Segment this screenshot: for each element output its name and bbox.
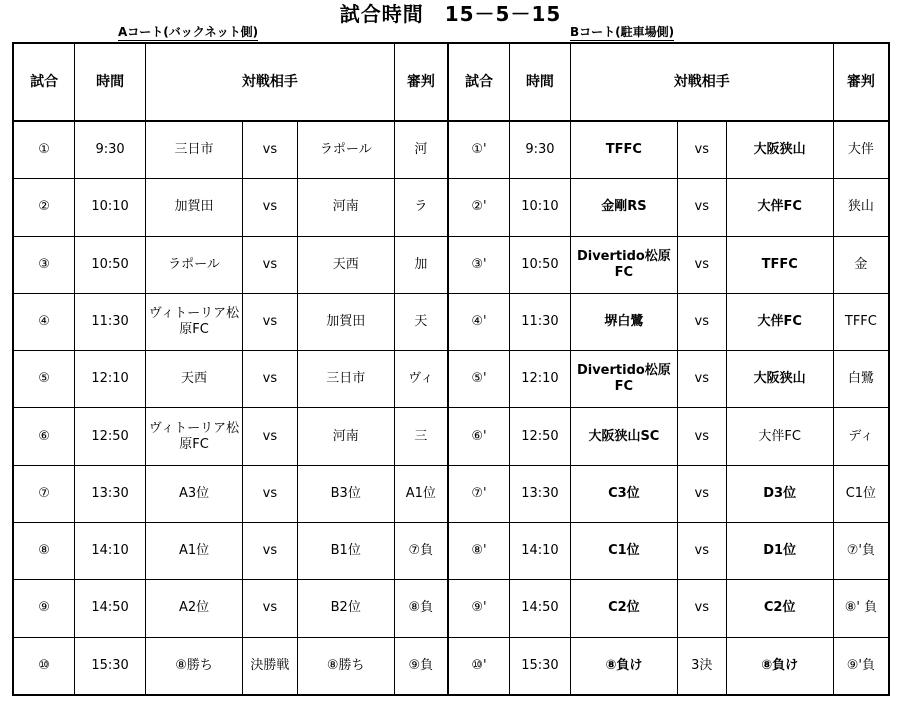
referee-a: ⑨負	[394, 637, 448, 695]
time-a: 9:30	[75, 121, 146, 179]
time-a: 13:30	[75, 465, 146, 522]
vs-label-b: vs	[678, 465, 727, 522]
referee-b: ⑨'負	[833, 637, 889, 695]
team-home-b: Divertido松原FC	[570, 351, 677, 408]
referee-a: ヴィ	[394, 351, 448, 408]
time-a: 11:30	[75, 293, 146, 350]
time-b: 10:50	[510, 236, 571, 293]
referee-b: 白鷺	[833, 351, 889, 408]
referee-a: ラ	[394, 179, 448, 236]
team-home-b: C3位	[570, 465, 677, 522]
referee-a: 三	[394, 408, 448, 465]
team-home-b: Divertido松原FC	[570, 236, 677, 293]
schedule-table	[12, 42, 890, 696]
team-home-a: A1位	[145, 523, 242, 580]
referee-a: 加	[394, 236, 448, 293]
court-a-label: Aコート(バックネット側)	[118, 25, 259, 39]
team-home-b: 大阪狭山SC	[570, 408, 677, 465]
time-a: 12:10	[75, 351, 146, 408]
header-b-time: 時間	[510, 43, 571, 121]
vs-label-a: vs	[243, 293, 298, 350]
time-b: 13:30	[510, 465, 571, 522]
vs-label-a: vs	[243, 351, 298, 408]
referee-a: ⑧負	[394, 580, 448, 637]
team-home-a: 加賀田	[145, 179, 242, 236]
referee-b: ⑦'負	[833, 523, 889, 580]
time-b: 15:30	[510, 637, 571, 695]
time-b: 12:10	[510, 351, 571, 408]
time-a: 10:10	[75, 179, 146, 236]
table-row	[13, 408, 889, 465]
table-row	[13, 293, 889, 350]
time-b: 12:50	[510, 408, 571, 465]
referee-b: ディ	[833, 408, 889, 465]
vs-label-b: vs	[678, 580, 727, 637]
schedule-body	[13, 121, 889, 695]
match-no-b: ⑧'	[448, 523, 510, 580]
header-a-referee: 審判	[394, 43, 448, 121]
table-row	[13, 179, 889, 236]
vs-label-a: vs	[243, 465, 298, 522]
header-b-referee: 審判	[833, 43, 889, 121]
table-row	[13, 637, 889, 695]
team-home-b: C2位	[570, 580, 677, 637]
team-home-b: C1位	[570, 523, 677, 580]
vs-label-a: 決勝戦	[243, 637, 298, 695]
referee-a: 天	[394, 293, 448, 350]
vs-label-b: vs	[678, 179, 727, 236]
match-no-a: ⑩	[13, 637, 75, 695]
table-row	[13, 236, 889, 293]
match-no-a: ③	[13, 236, 75, 293]
team-home-b: 堺白鷺	[570, 293, 677, 350]
match-no-a: ⑧	[13, 523, 75, 580]
match-no-b: ③'	[448, 236, 510, 293]
time-b: 9:30	[510, 121, 571, 179]
team-away-a: ⑧勝ち	[297, 637, 394, 695]
team-away-a: B2位	[297, 580, 394, 637]
team-away-b: TFFC	[726, 236, 833, 293]
time-b: 14:10	[510, 523, 571, 580]
team-away-a: 天西	[297, 236, 394, 293]
match-no-a: ⑥	[13, 408, 75, 465]
team-away-a: B1位	[297, 523, 394, 580]
vs-label-b: vs	[678, 293, 727, 350]
team-home-a: ヴィトーリア松原FC	[145, 408, 242, 465]
match-no-a: ⑦	[13, 465, 75, 522]
vs-label-b: vs	[678, 408, 727, 465]
referee-b: 金	[833, 236, 889, 293]
table-row	[13, 121, 889, 179]
team-home-a: 天西	[145, 351, 242, 408]
team-home-a: 三日市	[145, 121, 242, 179]
team-home-b: TFFC	[570, 121, 677, 179]
team-home-a: A3位	[145, 465, 242, 522]
team-away-a: 河南	[297, 408, 394, 465]
team-home-a: A2位	[145, 580, 242, 637]
time-b: 11:30	[510, 293, 571, 350]
match-no-b: ⑨'	[448, 580, 510, 637]
match-no-a: ④	[13, 293, 75, 350]
referee-a: 河	[394, 121, 448, 179]
time-a: 14:50	[75, 580, 146, 637]
table-row	[13, 523, 889, 580]
team-away-b: 大伴FC	[726, 408, 833, 465]
header-a-opponents: 対戦相手	[145, 43, 394, 121]
team-away-b: 大阪狭山	[726, 351, 833, 408]
vs-label-a: vs	[243, 236, 298, 293]
vs-label-a: vs	[243, 179, 298, 236]
vs-label-b: vs	[678, 523, 727, 580]
match-no-b: ⑦'	[448, 465, 510, 522]
table-row	[13, 465, 889, 522]
team-away-b: 大伴FC	[726, 293, 833, 350]
team-home-a: ラポール	[145, 236, 242, 293]
vs-label-b: vs	[678, 351, 727, 408]
match-no-b: ⑤'	[448, 351, 510, 408]
header-a-time: 時間	[75, 43, 146, 121]
match-no-a: ⑨	[13, 580, 75, 637]
team-away-b: 大阪狭山	[726, 121, 833, 179]
team-away-a: ラポール	[297, 121, 394, 179]
time-b: 10:10	[510, 179, 571, 236]
team-home-b: 金剛RS	[570, 179, 677, 236]
court-b-label: Bコート(駐車場側)	[570, 25, 675, 39]
team-home-a: ヴィトーリア松原FC	[145, 293, 242, 350]
match-no-b: ⑥'	[448, 408, 510, 465]
match-no-a: ⑤	[13, 351, 75, 408]
table-row	[13, 580, 889, 637]
vs-label-b: vs	[678, 121, 727, 179]
match-no-b: ⑩'	[448, 637, 510, 695]
team-away-a: B3位	[297, 465, 394, 522]
referee-a: ⑦負	[394, 523, 448, 580]
team-home-a: ⑧勝ち	[145, 637, 242, 695]
team-away-a: 三日市	[297, 351, 394, 408]
team-away-a: 加賀田	[297, 293, 394, 350]
time-a: 10:50	[75, 236, 146, 293]
team-away-b: ⑧負け	[726, 637, 833, 695]
header-row	[13, 43, 889, 121]
vs-label-a: vs	[243, 523, 298, 580]
header-b-opponents: 対戦相手	[570, 43, 833, 121]
match-no-b: ②'	[448, 179, 510, 236]
referee-a: A1位	[394, 465, 448, 522]
team-away-b: C2位	[726, 580, 833, 637]
referee-b: ⑧' 負	[833, 580, 889, 637]
table-row	[13, 351, 889, 408]
time-a: 15:30	[75, 637, 146, 695]
page-title: 試合時間 15－5－15	[339, 2, 562, 26]
referee-b: TFFC	[833, 293, 889, 350]
vs-label-a: vs	[243, 121, 298, 179]
vs-label-b: vs	[678, 236, 727, 293]
match-no-b: ④'	[448, 293, 510, 350]
vs-label-a: vs	[243, 408, 298, 465]
vs-label-b: 3決	[678, 637, 727, 695]
match-no-a: ①	[13, 121, 75, 179]
team-away-b: D1位	[726, 523, 833, 580]
team-away-b: 大伴FC	[726, 179, 833, 236]
referee-b: 狭山	[833, 179, 889, 236]
team-away-a: 河南	[297, 179, 394, 236]
team-away-b: D3位	[726, 465, 833, 522]
match-no-b: ①'	[448, 121, 510, 179]
match-no-a: ②	[13, 179, 75, 236]
header-a-match: 試合	[13, 43, 75, 121]
vs-label-a: vs	[243, 580, 298, 637]
header-b-match: 試合	[448, 43, 510, 121]
time-a: 12:50	[75, 408, 146, 465]
referee-b: C1位	[833, 465, 889, 522]
time-b: 14:50	[510, 580, 571, 637]
team-home-b: ⑧負け	[570, 637, 677, 695]
time-a: 14:10	[75, 523, 146, 580]
referee-b: 大伴	[833, 121, 889, 179]
